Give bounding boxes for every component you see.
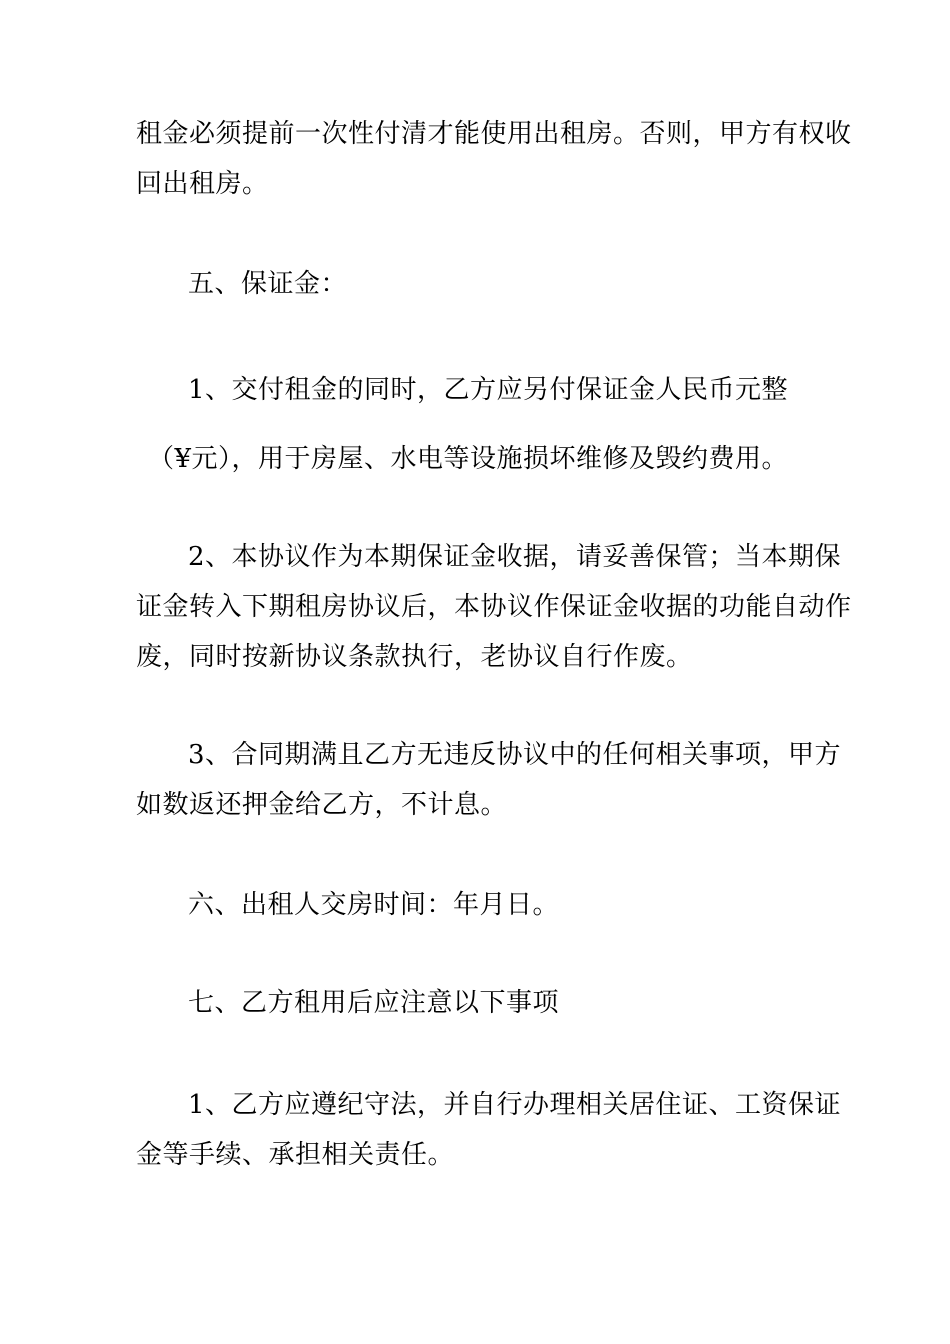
section-heading-deposit: 五、保证金：	[188, 269, 348, 299]
clause-5-3-line-1: 3、合同期满且乙方无违反协议中的任何相关事项，甲方	[188, 740, 842, 770]
section-heading-handover-time: 六、出租人交房时间：年月日。	[188, 890, 560, 920]
clause-5-3-line-2: 如数返还押金给乙方，不计息。	[136, 790, 508, 820]
clause-5-1-line-1: 1、交付租金的同时，乙方应另付保证金人民币元整	[188, 375, 789, 405]
clause-7-1-line-1: 1、乙方应遵纪守法，并自行办理相关居住证、工资保证	[188, 1090, 842, 1120]
paragraph-rent-payment-line-1: 租金必须提前一次性付清才能使用出租房。否则，甲方有权收	[136, 119, 852, 149]
section-heading-tenant-notes: 七、乙方租用后应注意以下事项	[188, 988, 560, 1018]
clause-5-1-line-2: （¥元），用于房屋、水电等设施损坏维修及毁约费用。	[148, 444, 789, 474]
paragraph-rent-payment-line-2: 回出租房。	[136, 169, 269, 199]
clause-5-2-line-1: 2、本协议作为本期保证金收据，请妥善保管；当本期保	[188, 542, 842, 572]
clause-7-1-line-2: 金等手续、承担相关责任。	[136, 1140, 455, 1170]
clause-5-2-line-3: 废，同时按新协议条款执行，老协议自行作废。	[136, 642, 693, 672]
clause-5-2-line-2: 证金转入下期租房协议后，本协议作保证金收据的功能自动作	[136, 592, 852, 622]
